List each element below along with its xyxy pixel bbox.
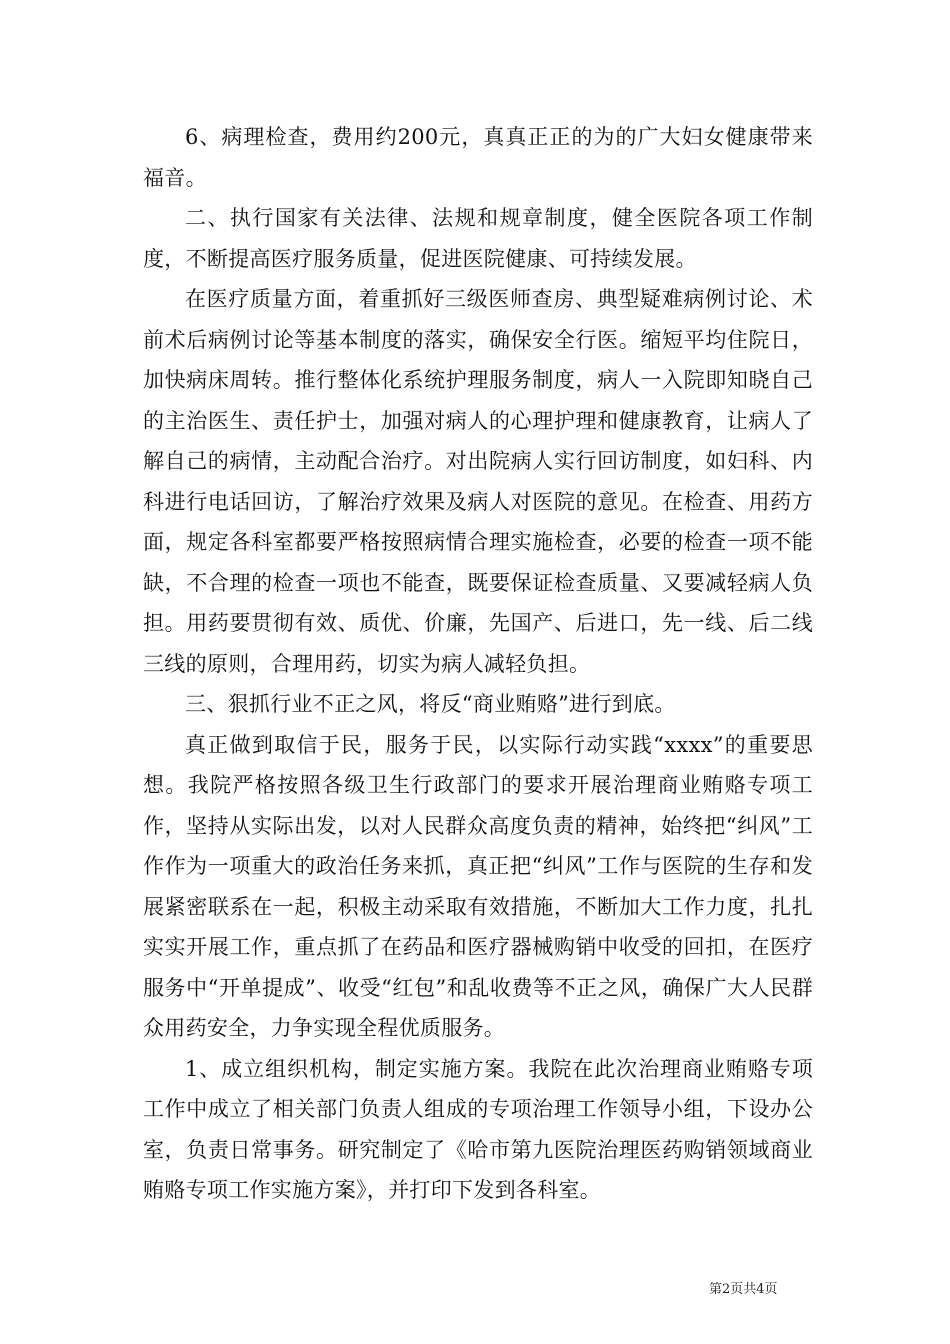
- paragraph-pathology-exam: 6、病理检查，费用约200元，真真正正的为的广大妇女健康带来福音。: [143, 125, 813, 190]
- document-body: [143, 117, 813, 1211]
- paragraph-section-three-heading: 三、狠抓行业不正之风，将反“商业贿赂”进行到底。: [185, 692, 676, 716]
- paragraph-section-two-heading: 二、执行国家有关法律、法规和规章制度，健全医院各项工作制度，不断提高医疗服务质量，促进医院健康、可持续发展。: [143, 206, 813, 271]
- page-number-footer: 第2页共4页: [709, 1282, 778, 1297]
- paragraph-organization: 1、成立组织机构，制定实施方案。我院在此次治理商业贿赂专项工作中成立了相关部门负责人组成的专项治理工作领导小组，下设办公室，负责日常事务。研究制定了《哈市第九医院治理医药购销领域商业贿赂专项工作实施方案》，并打印下发到各科室。: [143, 1056, 813, 1202]
- paragraph-medical-quality: 在医疗质量方面，着重抓好三级医师查房、典型疑难病例讨论、术前术后病例讨论等基本制度的落实，确保安全行医。缩短平均住院日，加快病床周转。推行整体化系统护理服务制度，病人一入院即知晓自己的主治医生、责任护士，加强对病人的心理护理和健康教育，让病人了解自己的病情，主动配合治疗。对出院病人实行回访制度，如妇科、内科进行电话回访，了解治疗效果及病人对医院的意见。在检查、用药方面，规定各科室都要严格按照病情合理实施检查，必要的检查一项不能缺，不合理的检查一项也不能查，既要保证检查质量、又要减轻病人负担。用药要贯彻有效、质优、价廉，先国产、后进口，先一线、后二线三线的原则，合理用药，切实为病人减轻负担。: [143, 287, 813, 676]
- paragraph-anti-bribery: 真正做到取信于民，服务于民，以实际行动实践“xxxx”的重要思想。我院严格按照各级卫生行政部门的要求开展治理商业贿赂专项工作，坚持从实际出发，以对人民群众高度负责的精神，始终把“纠风”工作作为一项重大的政治任务来抓，真正把“纠风”工作与医院的生存和发展紧密联系在一起，积极主动采取有效措施，不断加大工作力度，扎扎实实开展工作，重点抓了在药品和医疗器械购销中收受的回扣，在医疗服务中“开单提成”、收受“红包”和乱收费等不正之风，确保广大人民群众用药安全，力争实现全程优质服务。: [143, 732, 813, 1040]
